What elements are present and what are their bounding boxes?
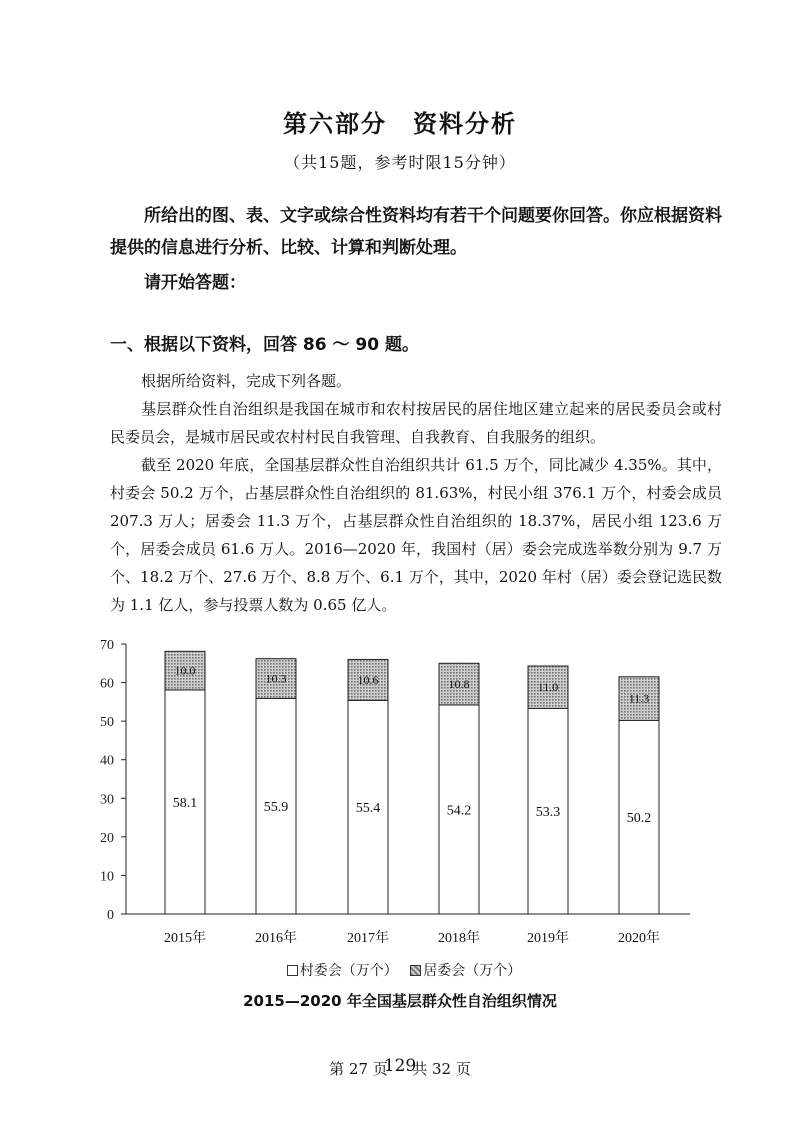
y-tick-label: 30 — [100, 792, 114, 808]
x-tick-label: 2017年 — [347, 931, 389, 946]
data-label-resident: 11.0 — [537, 680, 559, 695]
y-tick-label: 40 — [100, 753, 114, 769]
data-label-resident: 10.3 — [265, 671, 287, 686]
legend-village: 村委会（万个） — [299, 963, 398, 979]
x-tick-label: 2019年 — [527, 931, 569, 946]
data-label-resident: 10.0 — [174, 663, 196, 678]
data-label-village: 55.9 — [263, 800, 289, 816]
footer-page-number: 129 — [383, 1056, 417, 1076]
y-tick-label: 60 — [100, 676, 114, 692]
instructions-text: 所给出的图、表、文字或综合性资料均有若干个问题要你回答。你应根据资料提供的信息进行分析、比较、计算和判断处理。 — [110, 206, 722, 258]
data-label-resident: 10.8 — [448, 677, 470, 692]
legend-resident: 居委会（万个） — [423, 963, 522, 979]
section-heading: 一、根据以下资料，回答 86 ～ 90 题。 — [110, 335, 419, 355]
data-label-resident: 10.6 — [357, 672, 379, 687]
village-committee-swatch — [287, 965, 298, 976]
x-tick-label: 2020年 — [618, 931, 660, 946]
page-footer — [0, 1058, 800, 1079]
data-label-village: 50.2 — [626, 811, 652, 827]
data-label-village: 53.3 — [535, 805, 561, 821]
data-label-village: 54.2 — [446, 803, 472, 819]
section-prompt: 根据所给资料，完成下列各题。 — [141, 372, 352, 390]
y-tick-label: 20 — [100, 830, 114, 846]
data-label-village: 58.1 — [172, 795, 198, 811]
chart-caption: 2015—2020 年全国基层群众性自治组织情况 — [243, 992, 557, 1010]
x-tick-label: 2016年 — [255, 931, 297, 946]
paragraph-statistics: 截至 2020 年底，全国基层群众性自治组织共计 61.5 万个，同比减少 4.35%。其中，村委会 50.2 万个，占基层群众性自治组织的 81.63%，村民小组 376.1 万个，村委会成员 207.3 万人；居委会 11.3 万个，占基层群众性自治组织的 18.37%，居民小组 123.6 万个，居委会成员 61.6 万人。2016—2020 年，我国村（居）委会完成选举数分别为 9.7 万个、18.2 万个、27.6 万个、8.8 万个、6.1 万个，其中，2020 年村（居）委会登记选民数为 1.1 亿人，参与投票人数为 0.65 亿人。 — [110, 456, 722, 614]
time-limit-note: （共15题，参考时限15分钟） — [284, 153, 516, 172]
data-label-resident: 11.3 — [628, 691, 650, 706]
chart-legend — [0, 960, 800, 980]
y-tick-label: 70 — [100, 638, 114, 653]
start-prompt: 请开始答题： — [144, 273, 246, 293]
x-tick-label: 2015年 — [164, 931, 206, 946]
stacked-bar-chart — [0, 630, 800, 960]
y-tick-label: 50 — [100, 715, 114, 731]
resident-committee-swatch — [410, 965, 421, 976]
footer-current-page: 第 27 页 — [329, 1060, 388, 1078]
data-label-village: 55.4 — [355, 801, 381, 817]
page-title: 第六部分 资料分析 — [283, 110, 517, 138]
paragraph-definition: 基层群众性自治组织是我国在城市和农村按居民的居住地区建立起来的居民委员会或村民委员会，是城市居民或农村村民自我管理、自我教育、自我服务的组织。 — [110, 400, 722, 446]
footer-total-pages: 共 32 页 — [412, 1060, 471, 1078]
y-tick-label: 0 — [107, 908, 114, 923]
y-tick-label: 10 — [100, 869, 114, 885]
x-tick-label: 2018年 — [438, 931, 480, 946]
